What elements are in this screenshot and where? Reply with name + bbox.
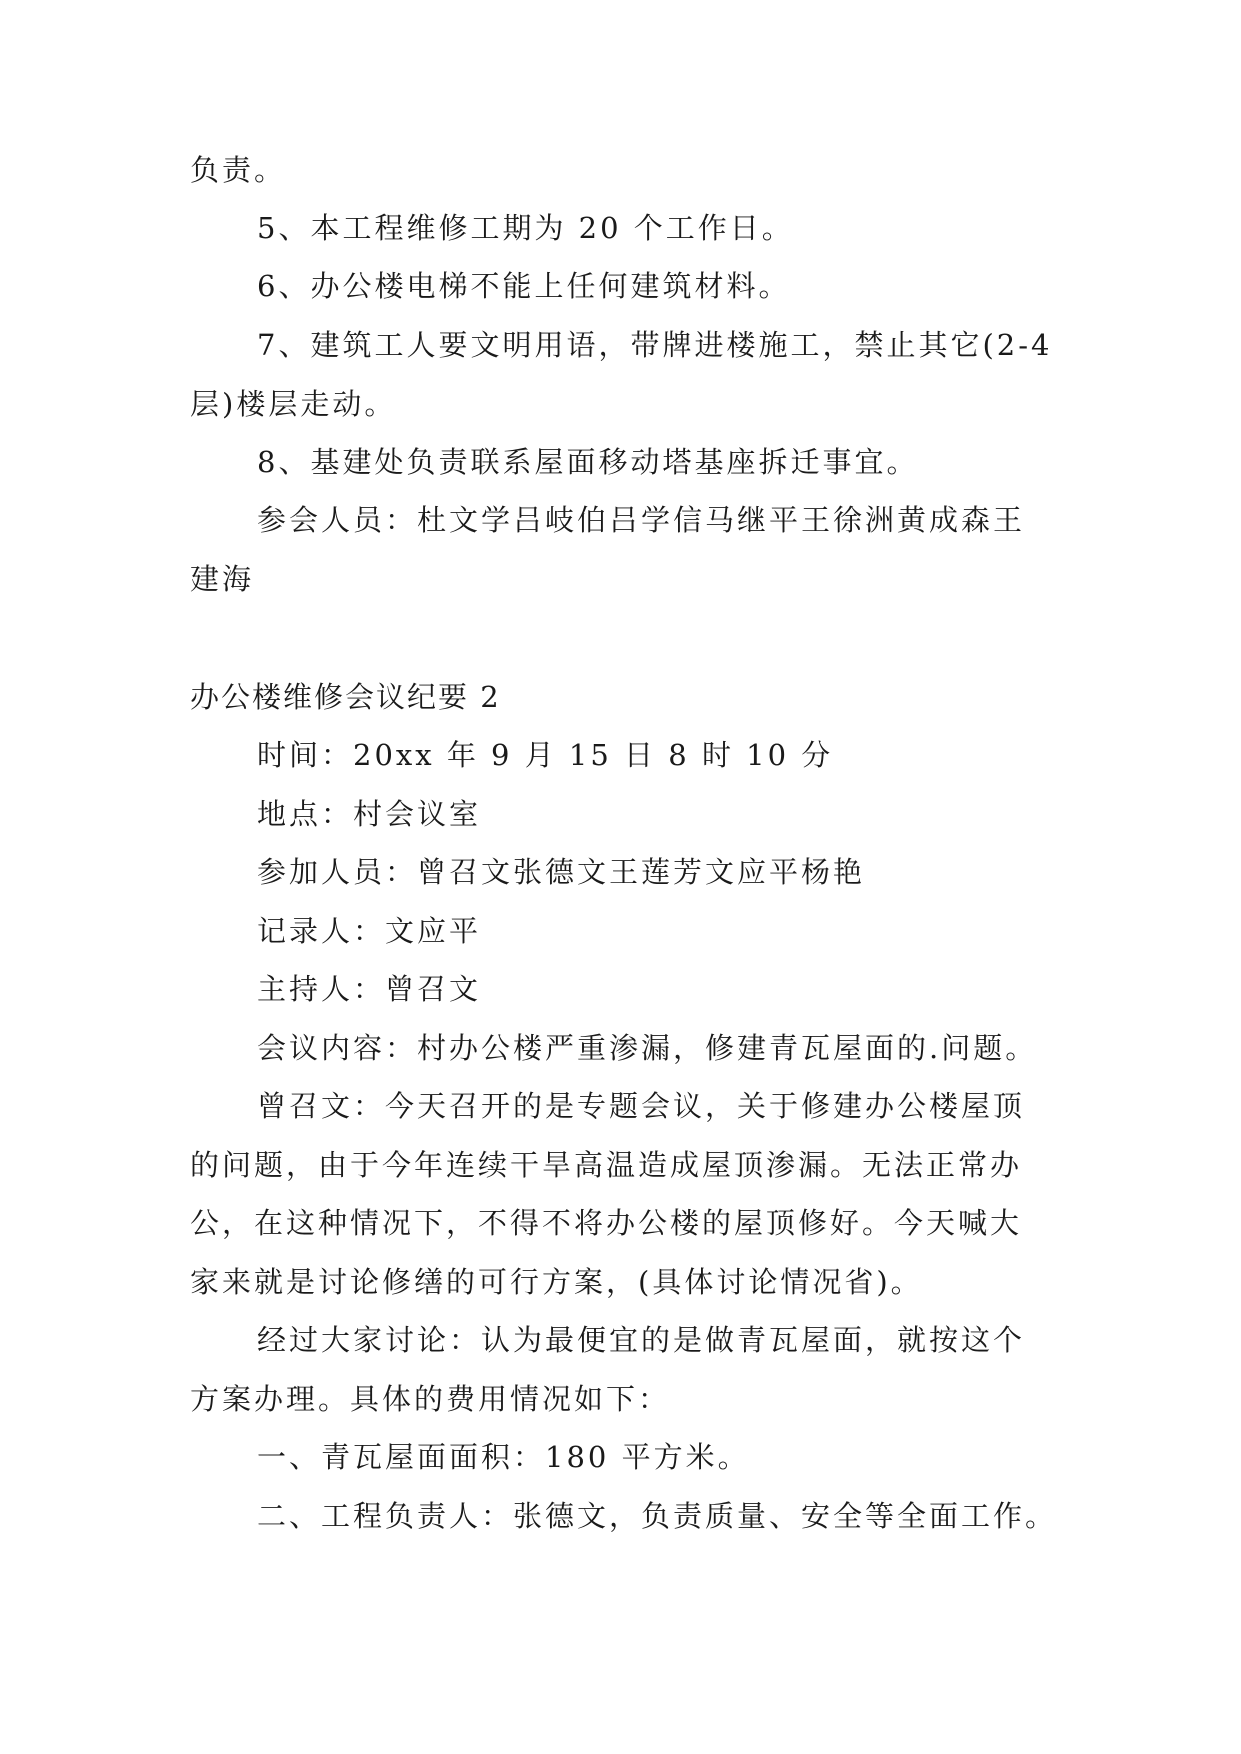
- text-line: 主持人：曾召文: [257, 972, 482, 1006]
- text-line: 家来就是讨论修缮的可行方案，(具体讨论情况省)。: [190, 1265, 923, 1299]
- text-line: 地点：村会议室: [257, 797, 482, 831]
- text-line: 二、工程负责人：张德文，负责质量、安全等全面工作。: [257, 1499, 1058, 1533]
- text-line: 经过大家讨论：认为最便宜的是做青瓦屋面，就按这个: [257, 1323, 1026, 1357]
- text-line: 曾召文：今天召开的是专题会议，关于修建办公楼屋顶: [257, 1089, 1026, 1123]
- text-line: 的问题，由于今年连续干旱高温造成屋顶渗漏。无法正常办: [190, 1148, 1023, 1182]
- text-line: 参加人员：曾召文张德文王莲芳文应平杨艳: [257, 855, 866, 889]
- text-line: 一、青瓦屋面面积：180 平方米。: [257, 1440, 750, 1474]
- text-line: 会议内容：村办公楼严重渗漏，修建青瓦屋面的.问题。: [257, 1031, 1038, 1065]
- text-line: 建海: [190, 562, 255, 596]
- text-line: 时间：20xx 年 9 月 15 日 8 时 10 分: [257, 738, 834, 772]
- text-line: 负责。: [190, 153, 287, 187]
- text-line: 6、办公楼电梯不能上任何建筑材料。: [257, 269, 791, 303]
- text-line: 方案办理。具体的费用情况如下：: [190, 1382, 671, 1416]
- text-line: 7、建筑工人要文明用语，带牌进楼施工，禁止其它(2-4: [257, 328, 1053, 362]
- text-line: 5、本工程维修工期为 20 个工作日。: [257, 211, 794, 245]
- text-line: 8、基建处负责联系屋面移动塔基座拆迁事宜。: [257, 445, 919, 479]
- text-line: 公，在这种情况下，不得不将办公楼的屋顶修好。今天喊大: [190, 1206, 1023, 1240]
- text-line: 记录人：文应平: [257, 914, 482, 948]
- section-title: 办公楼维修会议纪要 2: [190, 680, 501, 714]
- text-line: 层)楼层走动。: [190, 387, 397, 421]
- text-line: 参会人员：杜文学吕岐伯吕学信马继平王徐洲黄成森王: [257, 503, 1026, 537]
